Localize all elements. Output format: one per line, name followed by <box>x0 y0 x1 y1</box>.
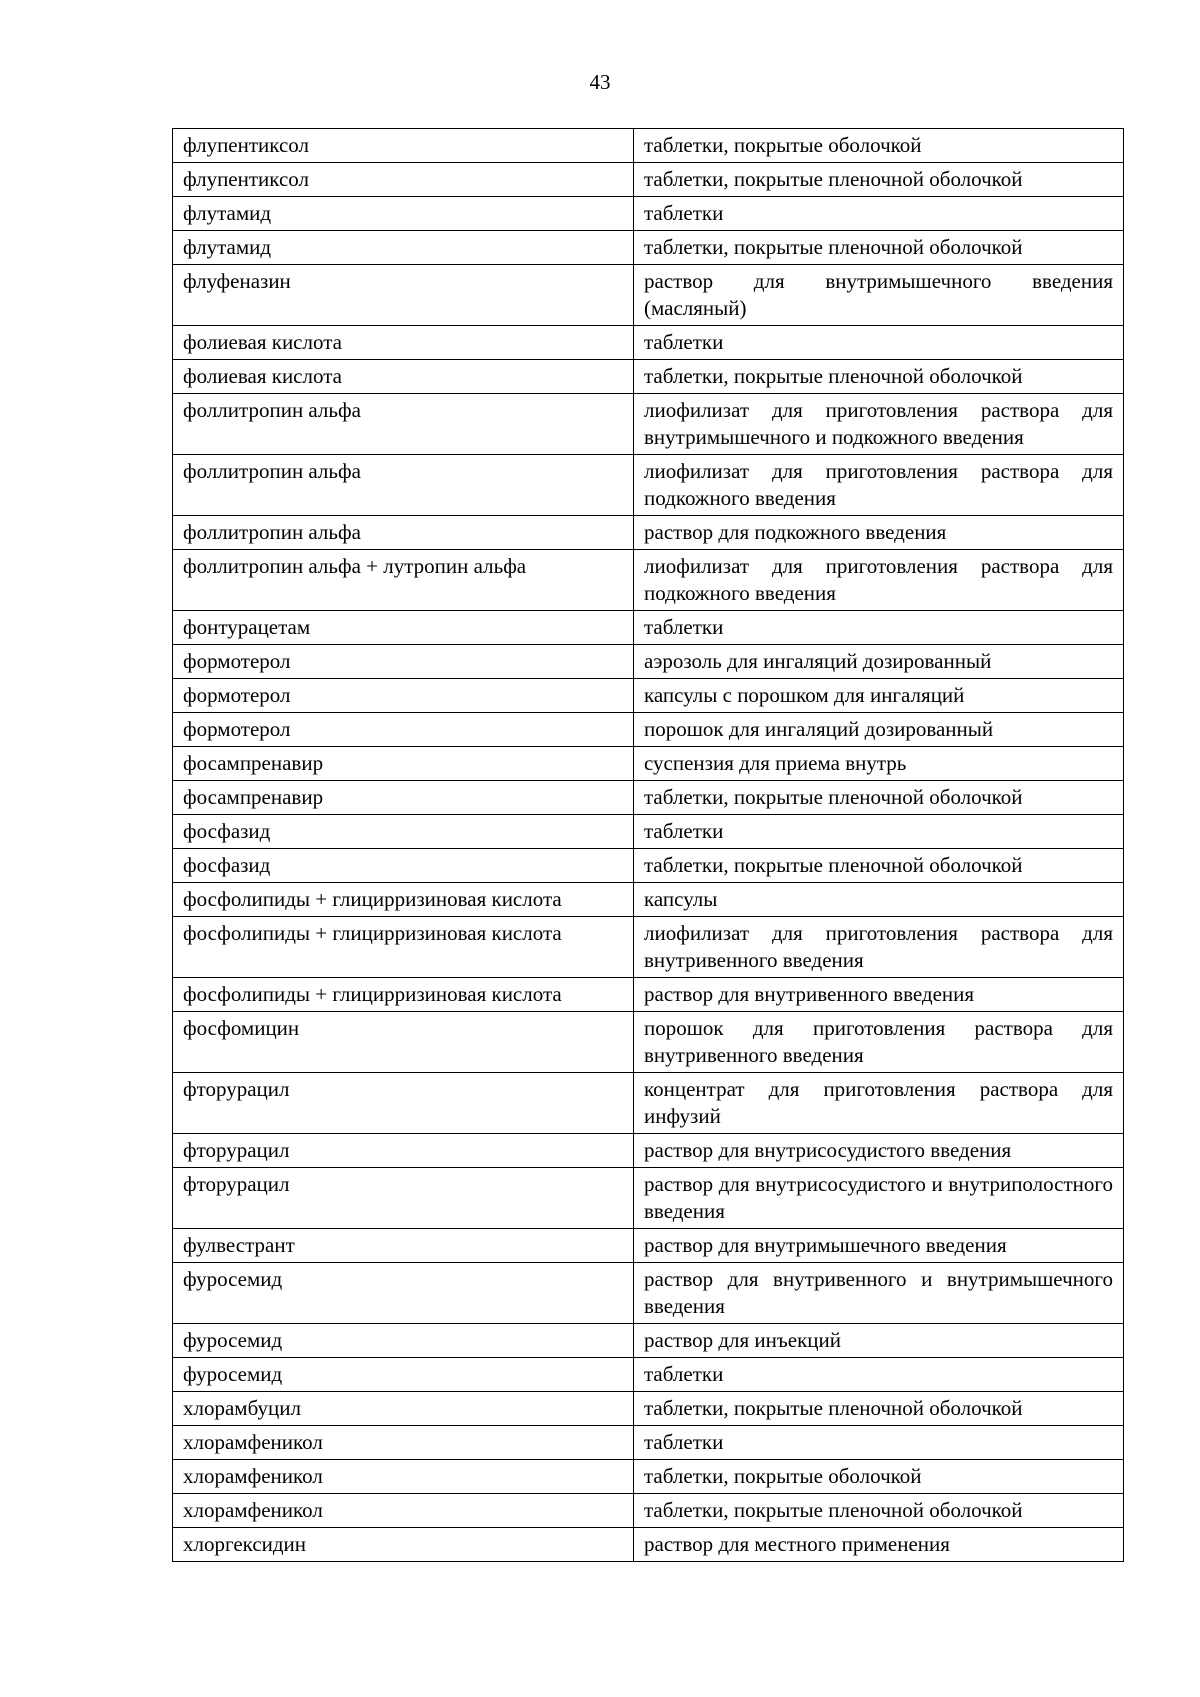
dosage-form-cell: таблетки <box>634 815 1124 849</box>
dosage-form-cell: капсулы <box>634 883 1124 917</box>
table-row <box>173 326 1124 360</box>
drug-name-cell: формотерол <box>173 645 634 679</box>
table-row <box>173 1324 1124 1358</box>
table-row <box>173 917 1124 978</box>
drug-name-cell: фосампренавир <box>173 747 634 781</box>
table-row <box>173 231 1124 265</box>
table-row <box>173 1168 1124 1229</box>
drug-name-cell: фуросемид <box>173 1263 634 1324</box>
drug-name-cell: фоллитропин альфа + лутропин альфа <box>173 550 634 611</box>
drug-name-cell: фуросемид <box>173 1358 634 1392</box>
dosage-form-cell: аэрозоль для ингаляций дозированный <box>634 645 1124 679</box>
page-number: 43 <box>589 70 611 94</box>
drug-name-cell: фторурацил <box>173 1168 634 1229</box>
table-row <box>173 550 1124 611</box>
table-row <box>173 645 1124 679</box>
drug-name-cell: фторурацил <box>173 1073 634 1134</box>
drug-name-cell: фонтурацетам <box>173 611 634 645</box>
table-row <box>173 849 1124 883</box>
dosage-form-cell: капсулы с порошком для ингаляций <box>634 679 1124 713</box>
table-row <box>173 1012 1124 1073</box>
table-row <box>173 1358 1124 1392</box>
drug-name-cell: флупентиксол <box>173 163 634 197</box>
drug-name-cell: формотерол <box>173 679 634 713</box>
drug-name-cell: фосампренавир <box>173 781 634 815</box>
table-row <box>173 197 1124 231</box>
table-row <box>173 394 1124 455</box>
drug-name-cell: флуфеназин <box>173 265 634 326</box>
drug-name-cell: фолиевая кислота <box>173 326 634 360</box>
table-row <box>173 1426 1124 1460</box>
drug-name-cell: фоллитропин альфа <box>173 394 634 455</box>
drug-name-cell: фоллитропин альфа <box>173 455 634 516</box>
dosage-form-cell: порошок для ингаляций дозированный <box>634 713 1124 747</box>
dosage-form-cell: раствор для внутримышечного введения (масляный) <box>634 265 1124 326</box>
dosage-form-cell: раствор для местного применения <box>634 1528 1124 1562</box>
dosage-form-cell: лиофилизат для приготовления раствора для подкожного введения <box>634 455 1124 516</box>
drug-name-cell: фуросемид <box>173 1324 634 1358</box>
drug-name-cell: хлорамфеникол <box>173 1460 634 1494</box>
dosage-form-cell: раствор для внутрисосудистого и внутриполостного введения <box>634 1168 1124 1229</box>
drug-name-cell: формотерол <box>173 713 634 747</box>
dosage-form-cell: таблетки, покрытые пленочной оболочкой <box>634 849 1124 883</box>
drug-name-cell: фосфазид <box>173 815 634 849</box>
drug-name-cell: флутамид <box>173 231 634 265</box>
drug-name-cell: фосфазид <box>173 849 634 883</box>
drug-name-cell: фоллитропин альфа <box>173 516 634 550</box>
dosage-form-cell: таблетки, покрытые оболочкой <box>634 129 1124 163</box>
table-row <box>173 781 1124 815</box>
table-row <box>173 1073 1124 1134</box>
dosage-form-cell: таблетки <box>634 1426 1124 1460</box>
dosage-form-cell: таблетки, покрытые пленочной оболочкой <box>634 231 1124 265</box>
dosage-form-cell: таблетки, покрытые пленочной оболочкой <box>634 781 1124 815</box>
dosage-form-cell: лиофилизат для приготовления раствора для подкожного введения <box>634 550 1124 611</box>
dosage-form-cell: таблетки, покрытые оболочкой <box>634 1460 1124 1494</box>
dosage-form-cell: таблетки, покрытые пленочной оболочкой <box>634 360 1124 394</box>
dosage-form-cell: таблетки <box>634 326 1124 360</box>
dosage-form-cell: таблетки <box>634 197 1124 231</box>
table-row <box>173 611 1124 645</box>
table-row <box>173 978 1124 1012</box>
dosage-form-cell: лиофилизат для приготовления раствора для внутривенного введения <box>634 917 1124 978</box>
drug-name-cell: фосфолипиды + глицирризиновая кислота <box>173 978 634 1012</box>
table-row <box>173 1134 1124 1168</box>
table-row <box>173 815 1124 849</box>
drug-table <box>172 128 1124 1562</box>
drug-name-cell: хлоргексидин <box>173 1528 634 1562</box>
drug-name-cell: флупентиксол <box>173 129 634 163</box>
drug-name-cell: фторурацил <box>173 1134 634 1168</box>
dosage-form-cell: лиофилизат для приготовления раствора для внутримышечного и подкожного введения <box>634 394 1124 455</box>
dosage-form-cell: таблетки, покрытые пленочной оболочкой <box>634 1494 1124 1528</box>
dosage-form-cell: концентрат для приготовления раствора для инфузий <box>634 1073 1124 1134</box>
dosage-form-cell: порошок для приготовления раствора для внутривенного введения <box>634 1012 1124 1073</box>
drug-name-cell: хлорамфеникол <box>173 1426 634 1460</box>
table-body <box>173 129 1124 1562</box>
dosage-form-cell: раствор для внутримышечного введения <box>634 1229 1124 1263</box>
drug-name-cell: фулвестрант <box>173 1229 634 1263</box>
table-row <box>173 1528 1124 1562</box>
drug-name-cell: хлорамфеникол <box>173 1494 634 1528</box>
table-row <box>173 1494 1124 1528</box>
dosage-form-cell: раствор для инъекций <box>634 1324 1124 1358</box>
dosage-form-cell: раствор для внутривенного введения <box>634 978 1124 1012</box>
table-row <box>173 265 1124 326</box>
table-row <box>173 679 1124 713</box>
table-row <box>173 747 1124 781</box>
table-row <box>173 713 1124 747</box>
dosage-form-cell: раствор для внутривенного и внутримышечного введения <box>634 1263 1124 1324</box>
table-row <box>173 1263 1124 1324</box>
drug-name-cell: флутамид <box>173 197 634 231</box>
drug-name-cell: фосфолипиды + глицирризиновая кислота <box>173 883 634 917</box>
drug-name-cell: фосфолипиды + глицирризиновая кислота <box>173 917 634 978</box>
table-row <box>173 129 1124 163</box>
table-row <box>173 455 1124 516</box>
table-row <box>173 1392 1124 1426</box>
drug-name-cell: фосфомицин <box>173 1012 634 1073</box>
table-row <box>173 1460 1124 1494</box>
dosage-form-cell: суспензия для приема внутрь <box>634 747 1124 781</box>
dosage-form-cell: раствор для подкожного введения <box>634 516 1124 550</box>
table-row <box>173 360 1124 394</box>
dosage-form-cell: таблетки, покрытые пленочной оболочкой <box>634 163 1124 197</box>
table-row <box>173 883 1124 917</box>
drug-name-cell: хлорамбуцил <box>173 1392 634 1426</box>
dosage-form-cell: раствор для внутрисосудистого введения <box>634 1134 1124 1168</box>
dosage-form-cell: таблетки <box>634 1358 1124 1392</box>
dosage-form-cell: таблетки <box>634 611 1124 645</box>
table-row <box>173 516 1124 550</box>
table-row <box>173 163 1124 197</box>
drug-name-cell: фолиевая кислота <box>173 360 634 394</box>
table-row <box>173 1229 1124 1263</box>
dosage-form-cell: таблетки, покрытые пленочной оболочкой <box>634 1392 1124 1426</box>
